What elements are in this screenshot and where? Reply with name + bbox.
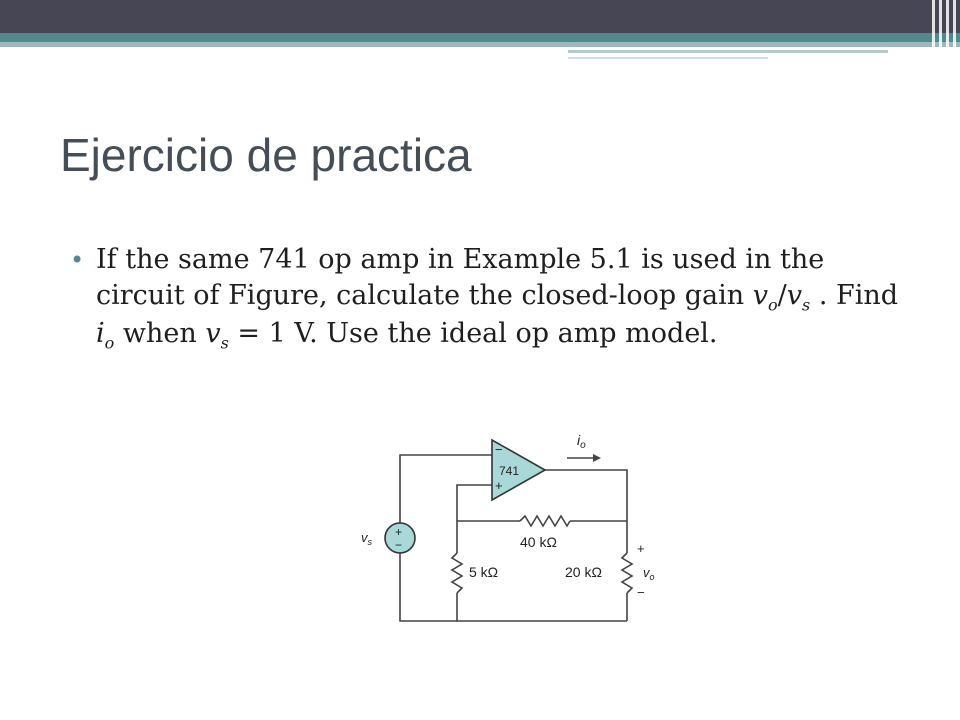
header-accent-line (568, 50, 888, 53)
header-gray-band (0, 42, 960, 47)
r-feedback-label: 40 kΩ (520, 534, 557, 550)
vo-plus: + (637, 541, 645, 556)
r-right-label: 20 kΩ (565, 564, 602, 580)
vo-label: $v_o$ (643, 565, 655, 582)
slash: / (777, 279, 787, 311)
wire-source-top (400, 455, 492, 523)
circuit-diagram (355, 425, 675, 635)
io-label: $i_o$ (577, 432, 586, 451)
sub-o: o (768, 295, 778, 315)
source-plus: + (395, 525, 403, 539)
bullet-text-part: If the same 741 op amp in Example 5.1 is used in the circuit of Figure, calculate the closed-loop gain (96, 244, 825, 311)
bullet-list (70, 242, 910, 353)
io-arrowhead (593, 454, 601, 462)
opamp-plus: + (495, 478, 503, 493)
var-i: i (96, 317, 105, 349)
resistor-20k (622, 553, 632, 593)
wire-noninverting (457, 485, 492, 521)
var-v: v (786, 279, 803, 311)
source-minus: − (395, 538, 403, 552)
var-v: v (752, 279, 768, 311)
wire-output (545, 470, 627, 553)
var-v: v (205, 317, 221, 349)
slide-title: Ejercicio de practica (60, 129, 472, 181)
bullet-item (96, 242, 910, 353)
header-accent-line-short (568, 57, 768, 59)
header-teal-band (0, 33, 960, 42)
header-dark-band (0, 0, 960, 33)
header-stripes (930, 0, 960, 62)
bullet-text-part: . Find (810, 279, 899, 311)
r-left-label: 5 kΩ (469, 564, 499, 580)
vo-minus: − (637, 585, 645, 600)
vs-label: $v_s$ (361, 530, 372, 547)
wire-bottom-rail (457, 593, 627, 621)
opamp-label: 741 (499, 464, 520, 478)
wire-source-bottom (400, 553, 457, 621)
opamp-minus: − (495, 442, 503, 457)
resistor-5k (452, 553, 462, 593)
sub-s: s (220, 332, 229, 352)
bullet-text-part: when (114, 317, 206, 349)
bullet-text-part: = 1 V. Use the ideal op amp model. (228, 317, 718, 349)
resistor-40k (520, 516, 570, 526)
bullet-marker: • (70, 246, 85, 274)
sub-s: s (802, 295, 811, 315)
sub-o: o (104, 332, 115, 352)
